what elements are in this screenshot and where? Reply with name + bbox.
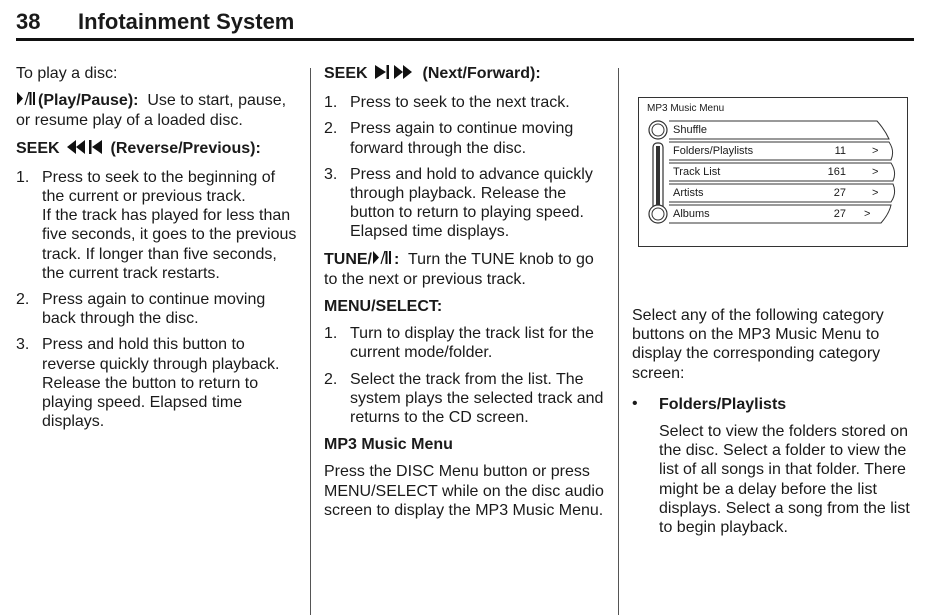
list-item	[324, 119, 608, 157]
figure-title: MP3 Music Menu	[647, 103, 725, 114]
step-text: Press and hold to advance quickly through playback. Release the button to return to playing speed. Elapsed time displays.	[350, 165, 593, 241]
page-header	[16, 8, 914, 41]
menu-row-label: Albums	[673, 208, 710, 220]
chevron-right-icon: >	[872, 166, 879, 178]
next-forward-icon	[374, 64, 416, 85]
seek-forward-suffix: (Next/Forward):	[422, 65, 541, 82]
step-number: 3.	[16, 336, 30, 354]
step-number: 1.	[324, 325, 338, 343]
seek-forward-heading	[324, 64, 608, 85]
step-number: 2.	[324, 370, 338, 388]
play-pause-paragraph	[16, 91, 300, 130]
seek-reverse-prefix: SEEK	[16, 139, 60, 157]
step-text: Press again to continue moving forward through the disc.	[350, 120, 574, 157]
chevron-right-icon: >	[872, 145, 879, 157]
list-item	[324, 370, 608, 428]
list-item	[16, 335, 300, 431]
list-item	[632, 395, 912, 537]
menu-row-label: Artists	[673, 187, 704, 199]
menu-row-count: 27	[833, 187, 846, 199]
menu-row-count: 161	[827, 166, 846, 178]
menu-row-label: Track List	[673, 166, 721, 178]
column-divider-left	[310, 68, 311, 615]
list-item	[16, 168, 300, 283]
menu-row-label: Folders/Playlists	[673, 145, 754, 157]
seek-forward-prefix: SEEK	[324, 65, 368, 82]
tune-label-start: TUNE/	[324, 250, 372, 268]
step-number: 1.	[324, 94, 338, 112]
chevron-right-icon: >	[864, 208, 871, 220]
column-right	[632, 306, 912, 537]
intro-text: To play a disc:	[16, 65, 118, 82]
tune-paragraph	[324, 250, 608, 289]
rewind-previous-icon	[66, 139, 104, 160]
category-intro: Select any of the following category buttons on the MP3 Music Menu to display the corresponding category screen:	[632, 307, 884, 382]
column-divider-right	[618, 68, 619, 615]
column-middle	[324, 64, 608, 528]
category-list	[632, 395, 912, 537]
step-text: Select the track from the list. The system plays the selected track and returns to the CD screen.	[350, 370, 604, 427]
menu-select-steps	[324, 324, 608, 427]
menu-row-label: Shuffle	[673, 124, 708, 136]
page-number: 38	[16, 9, 41, 34]
tune-text: Turn the TUNE knob to go to the next or previous track.	[324, 250, 594, 288]
bullet-title: Folders/Playlists	[659, 395, 787, 413]
step-subtext: If the track has played for less than five seconds, it goes to the previous track. If longer than five seconds, the current track restarts.	[42, 207, 297, 282]
list-item	[324, 93, 608, 112]
play-pause-label: (Play/Pause):	[38, 92, 139, 110]
list-item	[324, 324, 608, 362]
step-text: Press to seek to the beginning of the current or previous track.	[42, 168, 276, 206]
step-number: 1.	[16, 168, 30, 186]
bullet-icon: •	[632, 394, 638, 412]
seek-forward-steps	[324, 93, 608, 241]
step-number: 2.	[16, 291, 30, 309]
menu-select-heading: MENU/SELECT:	[324, 298, 443, 316]
mp3-menu-figure	[638, 97, 908, 247]
bullet-text: Select to view the folders stored on the disc. Select a folder to view the list of all songs in that folder. There might be a delay before the list displays. Select a song from the list to begin playback.	[659, 423, 910, 537]
step-text: Press to seek to the next track.	[350, 94, 570, 112]
column-left	[16, 64, 300, 439]
seek-reverse-steps	[16, 168, 300, 432]
seek-reverse-heading	[16, 139, 300, 160]
tune-label-end: :	[394, 250, 400, 268]
step-text: Turn to display the track list for the current mode/folder.	[350, 325, 594, 362]
step-number: 2.	[324, 120, 338, 138]
list-item	[16, 290, 300, 328]
step-text: Press again to continue moving back through the disc.	[42, 291, 266, 328]
mp3-menu-heading: MP3 Music Menu	[324, 436, 453, 454]
play-pause-icon	[372, 250, 392, 270]
mp3-menu-text: Press the DISC Menu button or press MENU/SELECT while on the disc audio screen to display the MP3 Music Menu.	[324, 463, 604, 519]
menu-row-count: 11	[834, 145, 846, 157]
list-item	[324, 165, 608, 242]
play-pause-icon	[16, 91, 36, 111]
chevron-right-icon: >	[872, 187, 879, 199]
step-number: 3.	[324, 165, 338, 183]
play-pause-text: Use to start, pause, or resume play of a loaded disc.	[16, 92, 287, 130]
menu-row-count: 27	[833, 208, 846, 220]
seek-reverse-suffix: (Reverse/Previous):	[110, 139, 261, 157]
step-text: Press and hold this button to reverse quickly through playback. Release the button to return to playing speed. Elapsed time displays.	[42, 336, 280, 431]
page-title: Infotainment System	[78, 9, 295, 34]
